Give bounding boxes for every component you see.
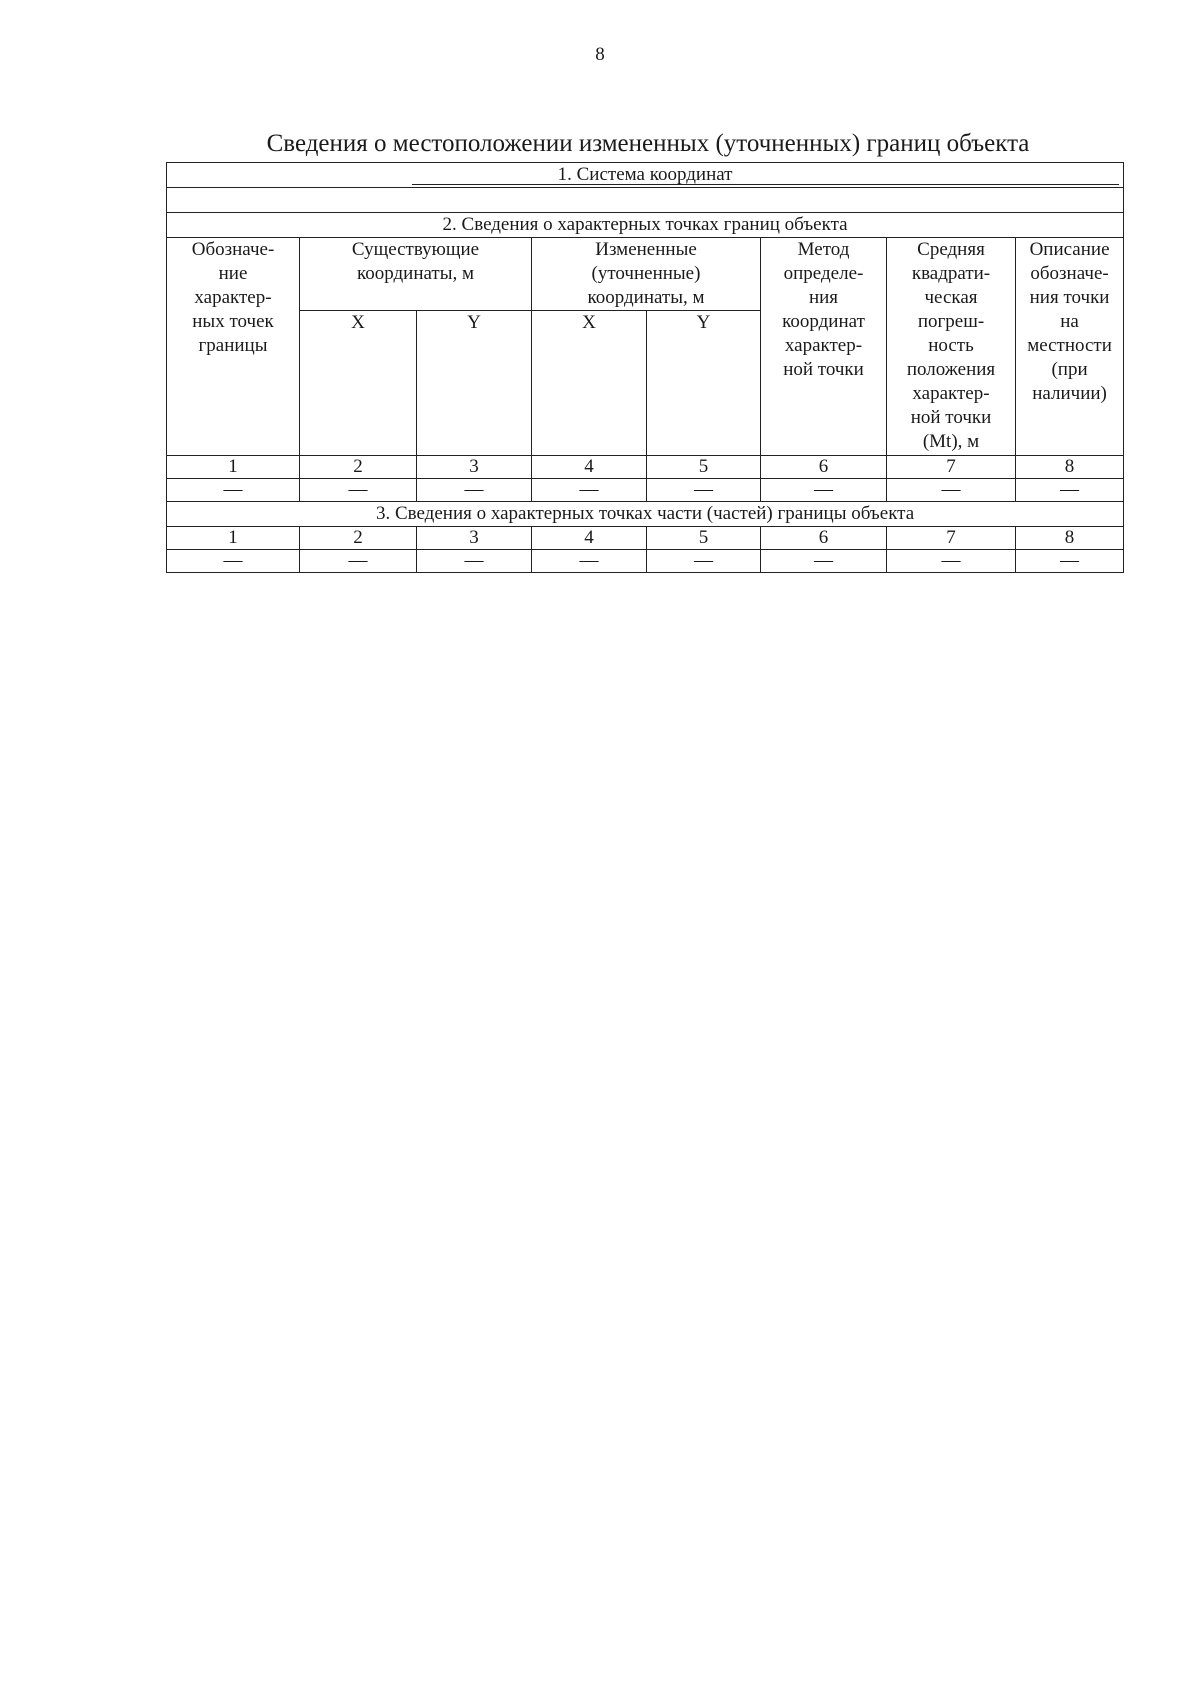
column-number: 1: [167, 527, 300, 550]
table-cell: —: [887, 479, 1016, 502]
column-number: 5: [647, 527, 761, 550]
page-number: 8: [595, 44, 605, 65]
coordinate-system-field-line: [412, 184, 1119, 185]
table-cell: —: [1016, 550, 1124, 573]
table-cell: —: [417, 479, 532, 502]
table-cell: —: [761, 479, 887, 502]
column-number: 4: [532, 527, 647, 550]
column-number: 7: [887, 456, 1016, 479]
column-number: 2: [300, 527, 417, 550]
column-number: 2: [300, 456, 417, 479]
column-number: 4: [532, 456, 647, 479]
header-existing-coordinates: Существующие координаты, м: [300, 238, 532, 311]
table-cell: —: [532, 550, 647, 573]
table-cell: —: [167, 550, 300, 573]
column-number: 8: [1016, 527, 1124, 550]
column-number: 3: [417, 456, 532, 479]
table-cell: —: [300, 550, 417, 573]
document-title: Сведения о местоположении измененных (уточненных) границ объекта: [266, 130, 1030, 157]
table-cell: —: [532, 479, 647, 502]
header-changed-x: X: [532, 311, 647, 456]
header-existing-y: Y: [417, 311, 532, 456]
column-number: 7: [887, 527, 1016, 550]
column-number: 5: [647, 456, 761, 479]
table-cell: —: [417, 550, 532, 573]
header-point-designation: Обозначе- ние характер- ных точек границы: [167, 238, 300, 456]
header-point-description: Описание обозначе- ния точки на местности (при наличии): [1016, 238, 1124, 456]
header-method: Метод определе- ния координат характер- ной точки: [761, 238, 887, 456]
column-number: 6: [761, 527, 887, 550]
table-cell: —: [1016, 479, 1124, 502]
section-2-column-numbers: [167, 456, 1124, 479]
section-3-column-numbers: [167, 527, 1124, 550]
table-cell: —: [647, 479, 761, 502]
column-number: 3: [417, 527, 532, 550]
coordinate-system-blank-row: [167, 188, 1124, 213]
header-changed-y: Y: [647, 311, 761, 456]
coordinate-system-label: 1. Система координат: [557, 164, 733, 185]
column-number: 1: [167, 456, 300, 479]
table-cell: —: [167, 479, 300, 502]
section-2-heading: 2. Сведения о характерных точках границ объекта: [167, 213, 1124, 238]
column-number: 8: [1016, 456, 1124, 479]
header-existing-x: X: [300, 311, 417, 456]
section-2-data-row: [167, 479, 1124, 502]
column-number: 6: [761, 456, 887, 479]
table-cell: —: [647, 550, 761, 573]
header-changed-coordinates: Измененные (уточненные) координаты, м: [532, 238, 761, 311]
section-3-heading: 3. Сведения о характерных точках части (частей) границы объекта: [167, 502, 1124, 527]
table-cell: —: [887, 550, 1016, 573]
boundary-points-table: [166, 162, 1124, 573]
coordinate-system-row: [167, 163, 1124, 188]
section-3-data-row: [167, 550, 1124, 573]
table-cell: —: [761, 550, 887, 573]
header-mean-square-error: Средняя квадрати- ческая погреш- ность положения характер- ной точки (Mt), м: [887, 238, 1016, 456]
table-cell: —: [300, 479, 417, 502]
